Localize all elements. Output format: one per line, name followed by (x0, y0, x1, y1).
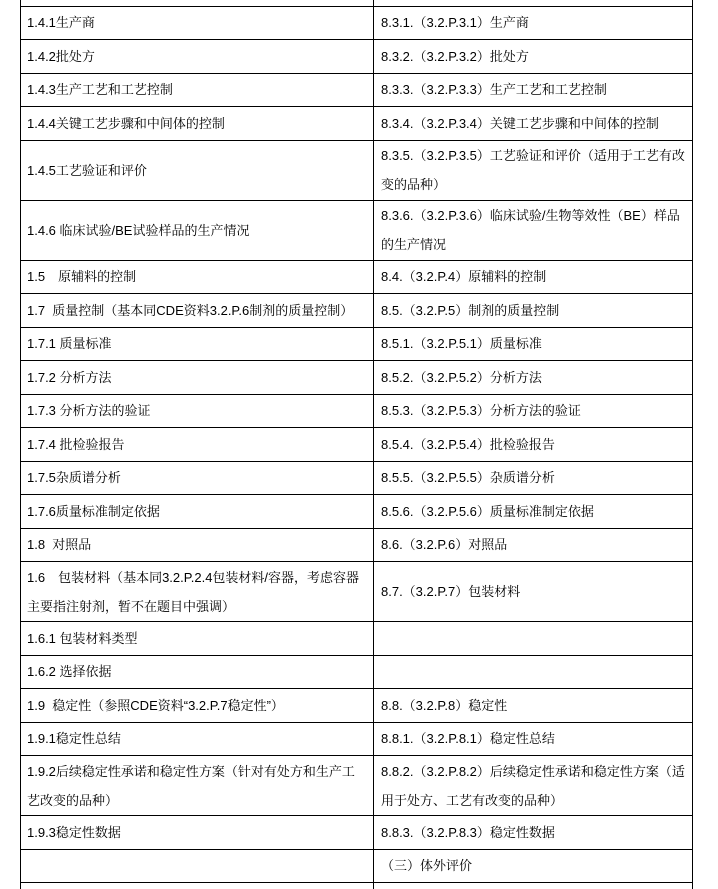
table-row (20, 622, 693, 656)
table-cell-left[interactable]: 1.6 包装材料（基本同3.2.P.2.4包装材料/容器，考虑容器主要指注射剂，暂不在题目中强调） (20, 562, 373, 622)
table-cell-left[interactable]: 1.9 稳定性（参照CDE资料“3.2.P.7稳定性”） (20, 689, 373, 723)
table-cell-right[interactable]: 8.8.1.（3.2.P.8.1）稳定性总结 (373, 723, 693, 757)
table-cell-right[interactable] (373, 656, 693, 690)
table-cell-left[interactable]: 1.5 原辅料的控制 (20, 261, 373, 295)
table-row (20, 816, 693, 850)
table-row (20, 495, 693, 529)
table-row (20, 40, 693, 74)
table-cell-left[interactable]: 1.9.1稳定性总结 (20, 723, 373, 757)
table-row (20, 428, 693, 462)
table-row (20, 261, 693, 295)
table-body (20, 7, 693, 884)
table-cell-right[interactable]: 8.3.1.（3.2.P.3.1）生产商 (373, 7, 693, 41)
table-row-clipped-bottom (20, 883, 693, 889)
table-cell-left[interactable]: 1.4.6 临床试验/BE试验样品的生产情况 (20, 201, 373, 261)
table-cell-right[interactable]: 8.8.2.（3.2.P.8.2）后续稳定性承诺和稳定性方案（适用于处方、工艺有改变的品种） (373, 756, 693, 816)
table-cell-right[interactable]: 8.5.2.（3.2.P.5.2）分析方法 (373, 361, 693, 395)
mapping-table (20, 0, 693, 889)
table-cell-right[interactable]: 8.5.（3.2.P.5）制剂的质量控制 (373, 294, 693, 328)
table-row (20, 294, 693, 328)
table-cell-left[interactable]: 1.7.5杂质谱分析 (20, 462, 373, 496)
table-cell-right[interactable]: 8.8.（3.2.P.8）稳定性 (373, 689, 693, 723)
table-cell-right[interactable]: 8.6.（3.2.P.6）对照品 (373, 529, 693, 563)
table-cell-right[interactable]: 8.5.4.（3.2.P.5.4）批检验报告 (373, 428, 693, 462)
table-cell-left[interactable]: 1.7.3 分析方法的验证 (20, 395, 373, 429)
table-cell-right[interactable]: 8.3.5.（3.2.P.3.5）工艺验证和评价（适用于工艺有改变的品种） (373, 141, 693, 201)
table-cell-left[interactable] (20, 850, 373, 884)
table-cell-right[interactable]: （三）体外评价 (373, 850, 693, 884)
table-row (20, 201, 693, 261)
table-row (20, 141, 693, 201)
table-row (20, 656, 693, 690)
table-cell-left[interactable]: 1.8 对照品 (20, 529, 373, 563)
table-cell-right[interactable]: 8.5.6.（3.2.P.5.6）质量标准制定依据 (373, 495, 693, 529)
table-cell-left[interactable]: 1.6.2 选择依据 (20, 656, 373, 690)
table-row (20, 689, 693, 723)
table-row (20, 395, 693, 429)
table-cell-left[interactable]: 1.4.4关键工艺步骤和中间体的控制 (20, 107, 373, 141)
table-row (20, 462, 693, 496)
table-row (20, 74, 693, 108)
table-row (20, 850, 693, 884)
table-cell-left[interactable]: 1.9.2后续稳定性承诺和稳定性方案（针对有处方和生产工艺改变的品种） (20, 756, 373, 816)
table-row (20, 756, 693, 816)
table-cell-right[interactable]: 8.5.5.（3.2.P.5.5）杂质谱分析 (373, 462, 693, 496)
table-row (20, 361, 693, 395)
table-cell-right[interactable]: 8.5.3.（3.2.P.5.3）分析方法的验证 (373, 395, 693, 429)
table-cell-left[interactable]: 1.9.3稳定性数据 (20, 816, 373, 850)
table-row (20, 529, 693, 563)
table-cell-left[interactable]: 1.7.1 质量标准 (20, 328, 373, 362)
table-cell-right (373, 883, 693, 889)
table-cell-left[interactable]: 1.7.2 分析方法 (20, 361, 373, 395)
table-row (20, 328, 693, 362)
table-cell-left[interactable]: 1.4.5工艺验证和评价 (20, 141, 373, 201)
table-row (20, 723, 693, 757)
table-cell-left[interactable]: 1.4.2批处方 (20, 40, 373, 74)
table-row (20, 562, 693, 622)
table-row (20, 7, 693, 41)
table-cell-right[interactable]: 8.3.3.（3.2.P.3.3）生产工艺和工艺控制 (373, 74, 693, 108)
table-cell-right[interactable]: 8.5.1.（3.2.P.5.1）质量标准 (373, 328, 693, 362)
table-cell-right[interactable]: 8.4.（3.2.P.4）原辅料的控制 (373, 261, 693, 295)
table-cell-left[interactable]: 1.7.4 批检验报告 (20, 428, 373, 462)
table-cell-left[interactable]: 1.7 质量控制（基本同CDE资料3.2.P.6制剂的质量控制） (20, 294, 373, 328)
table-cell-right[interactable]: 8.8.3.（3.2.P.8.3）稳定性数据 (373, 816, 693, 850)
table-cell-right[interactable]: 8.7.（3.2.P.7）包装材料 (373, 562, 693, 622)
table-cell-left[interactable]: 1.7.6质量标准制定依据 (20, 495, 373, 529)
table-cell-left[interactable]: 1.4.3生产工艺和工艺控制 (20, 74, 373, 108)
table-cell-right[interactable] (373, 622, 693, 656)
table-cell-left[interactable]: 1.6.1 包装材料类型 (20, 622, 373, 656)
table-cell-left (20, 883, 373, 889)
table-row (20, 107, 693, 141)
table-cell-left[interactable]: 1.4.1生产商 (20, 7, 373, 41)
table-cell-right[interactable]: 8.3.6.（3.2.P.3.6）临床试验/生物等效性（BE）样品的生产情况 (373, 201, 693, 261)
table-cell-right[interactable]: 8.3.2.（3.2.P.3.2）批处方 (373, 40, 693, 74)
table-cell-right[interactable]: 8.3.4.（3.2.P.3.4）关键工艺步骤和中间体的控制 (373, 107, 693, 141)
